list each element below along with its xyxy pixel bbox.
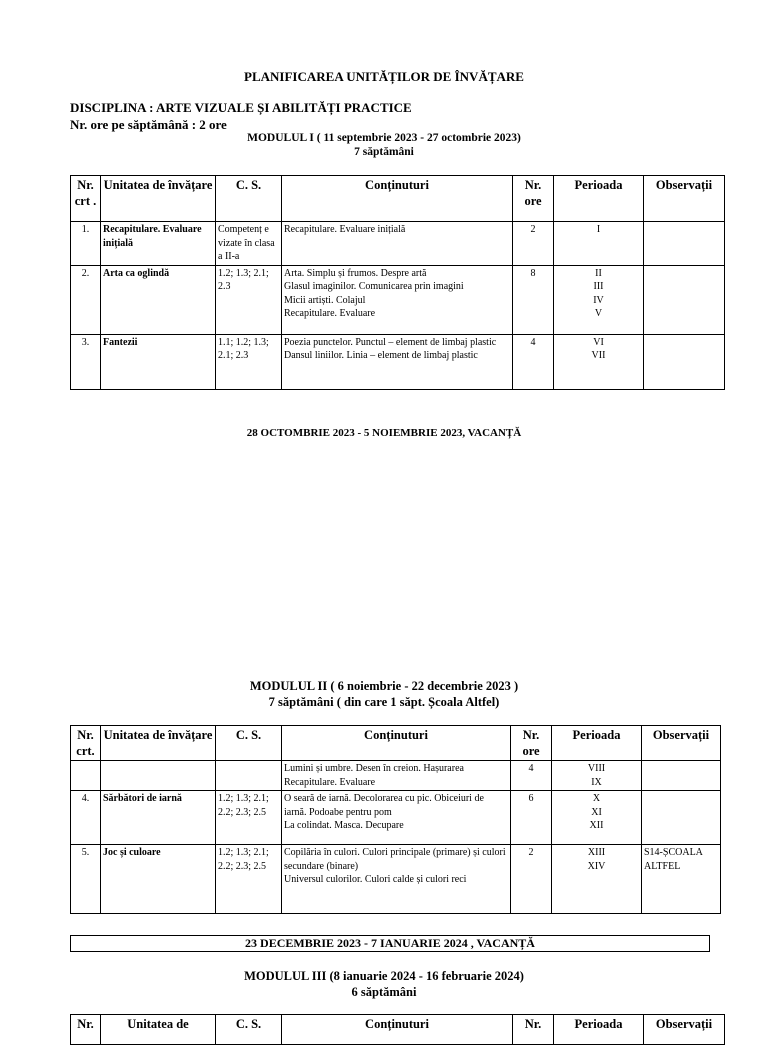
row-nr: 3. — [71, 334, 101, 389]
row-obs: S14-ȘCOALA ALTFEL — [642, 845, 721, 914]
row-hours: 4 — [511, 761, 552, 791]
header-obs: Observații — [644, 176, 725, 222]
row-content — [282, 334, 513, 389]
row-hours: 2 — [513, 222, 554, 266]
period-line: I — [596, 224, 601, 235]
discipline-label: DISCIPLINA : ARTE VIZUALE ȘI ABILITĂȚI PRACTICE — [70, 100, 412, 115]
table-row — [71, 222, 725, 266]
row-period — [554, 222, 644, 266]
row-period — [554, 265, 644, 334]
header-unit: Unitatea de învățare — [101, 726, 216, 761]
module-3-table — [70, 1014, 725, 1045]
module-1-table — [70, 175, 725, 390]
vacation-1-label: 28 OCTOMBRIE 2023 - 5 NOIEMBRIE 2023, VACANȚĂ — [246, 427, 522, 439]
header-hours: Nr. ore — [513, 176, 554, 222]
content-line: Micii artiști. Colajul — [284, 294, 366, 306]
table-row — [71, 845, 721, 914]
row-period — [552, 845, 642, 914]
period-line: XIII — [587, 847, 606, 858]
row-cs: 1.2; 1.3; 2.1; 2.2; 2.3; 2.5 — [216, 791, 282, 845]
module-3-weeks: 6 săptămâni — [351, 985, 417, 999]
content-line: Glasul imaginilor. Comunicarea prin imagini — [284, 281, 464, 292]
row-unit — [101, 761, 216, 791]
row-content — [282, 845, 511, 914]
row-nr — [71, 761, 101, 791]
row-content — [282, 265, 513, 334]
period-line: IX — [591, 776, 602, 788]
row-obs — [642, 791, 721, 845]
row-content — [282, 791, 511, 845]
row-obs — [644, 334, 725, 389]
header-cs: C. S. — [216, 726, 282, 761]
content-line: Recapitulare. Evaluare — [284, 776, 376, 788]
header-hours: Nr. — [513, 1015, 554, 1045]
row-nr: 1. — [71, 222, 101, 266]
row-period — [552, 791, 642, 845]
table-row — [71, 791, 721, 845]
module-3-dates: MODULUL III (8 ianuarie 2024 - 16 februarie 2024) — [244, 969, 524, 983]
period-line: XI — [591, 806, 602, 818]
module-1-heading — [0, 131, 768, 159]
content-line: Lumini și umbre. Desen în creion. Hașurarea — [284, 763, 464, 774]
period-line: IV — [593, 294, 604, 306]
row-content — [282, 761, 511, 791]
row-unit: Joc și culoare — [101, 845, 216, 914]
row-hours: 8 — [513, 265, 554, 334]
module-1-weeks: 7 săptămâni — [354, 146, 414, 158]
content-line: Arta. Simplu și frumos. Despre artă — [284, 267, 427, 279]
period-line: III — [593, 281, 604, 292]
period-line: II — [595, 267, 602, 279]
content-line: Dansul liniilor. Linia – element de limbaj plastic — [284, 350, 478, 361]
period-line: VI — [593, 336, 604, 348]
header-obs: Observații — [644, 1015, 725, 1045]
header-unit: Unitatea de — [101, 1015, 216, 1045]
vacation-2-label: 23 DECEMBRIE 2023 - 7 IANUARIE 2024 , VACANȚĂ — [70, 935, 710, 952]
row-unit: Arta ca oglindă — [101, 265, 216, 334]
content-line: Recapitulare. Evaluare — [284, 308, 376, 319]
row-unit: Sărbători de iarnă — [101, 791, 216, 845]
table-header-row — [71, 726, 721, 761]
row-cs — [216, 761, 282, 791]
table-row — [71, 761, 721, 791]
row-period — [554, 334, 644, 389]
header-period: Perioada — [554, 176, 644, 222]
hours-per-week: Nr. ore pe săptămână : 2 ore — [70, 117, 227, 132]
row-content — [282, 222, 513, 266]
page-title: PLANIFICAREA UNITĂȚILOR DE ÎNVĂȚARE — [244, 69, 524, 84]
row-cs: 1.2; 1.3; 2.1; 2.3 — [216, 265, 282, 334]
row-hours: 6 — [511, 791, 552, 845]
header-content: Conținuturi — [282, 1015, 513, 1045]
row-nr: 2. — [71, 265, 101, 334]
row-nr: 4. — [71, 791, 101, 845]
content-line: Copilăria în culori. Culori principale (primare) și culori secundare (binare) — [284, 847, 506, 872]
module-2-table — [70, 725, 721, 914]
content-line: Recapitulare. Evaluare inițială — [284, 224, 406, 235]
row-obs — [644, 222, 725, 266]
header-period: Perioada — [554, 1015, 644, 1045]
header-content: Conținuturi — [282, 176, 513, 222]
row-cs: Competenț e vizate în clasa a II-a — [216, 222, 282, 266]
module-3-heading — [0, 968, 768, 1000]
header-hours: Nr. ore — [511, 726, 552, 761]
row-unit: Recapitulare. Evaluare inițială — [101, 222, 216, 266]
row-obs — [642, 761, 721, 791]
header-content: Conținuturi — [282, 726, 511, 761]
row-nr: 5. — [71, 845, 101, 914]
period-line: XIV — [587, 860, 606, 872]
period-line: VII — [591, 350, 606, 361]
header-obs: Observații — [642, 726, 721, 761]
module-2-weeks: 7 săptămâni ( din care 1 săpt. Școala Altfel) — [268, 695, 500, 709]
module-2-heading — [0, 678, 768, 710]
module-1-dates: MODULUL I ( 11 septembrie 2023 - 27 octombrie 2023) — [247, 132, 521, 144]
header-period: Perioada — [552, 726, 642, 761]
period-line: V — [594, 308, 603, 319]
header-nr: Nr. crt. — [71, 726, 101, 761]
row-period — [552, 761, 642, 791]
module-2-dates: MODULUL II ( 6 noiembrie - 22 decembrie 2023 ) — [249, 679, 519, 693]
header-unit: Unitatea de învățare — [101, 176, 216, 222]
period-line: VIII — [587, 763, 606, 774]
header-nr: Nr. — [71, 1015, 101, 1045]
period-line: XII — [589, 820, 604, 831]
header-cs: C. S. — [216, 1015, 282, 1045]
period-line: X — [592, 793, 601, 804]
table-header-row — [71, 1015, 725, 1045]
row-hours: 2 — [511, 845, 552, 914]
row-hours: 4 — [513, 334, 554, 389]
table-header-row — [71, 176, 725, 222]
row-cs: 1.1; 1.2; 1.3; 2.1; 2.3 — [216, 334, 282, 389]
header-cs: C. S. — [216, 176, 282, 222]
row-unit: Fantezii — [101, 334, 216, 389]
row-obs — [644, 265, 725, 334]
table-row — [71, 334, 725, 389]
content-line: O seară de iarnă. Decolorarea cu pic. Obiceiuri de iarnă. Podoabe pentru pom — [284, 793, 484, 818]
content-line: Poezia punctelor. Punctul – element de limbaj plastic — [284, 336, 497, 348]
content-line: La colindat. Masca. Decupare — [284, 820, 404, 831]
table-row — [71, 265, 725, 334]
header-nr: Nr. crt . — [71, 176, 101, 222]
content-line: Universul culorilor. Culori calde și culori reci — [284, 874, 467, 885]
row-cs: 1.2; 1.3; 2.1; 2.2; 2.3; 2.5 — [216, 845, 282, 914]
